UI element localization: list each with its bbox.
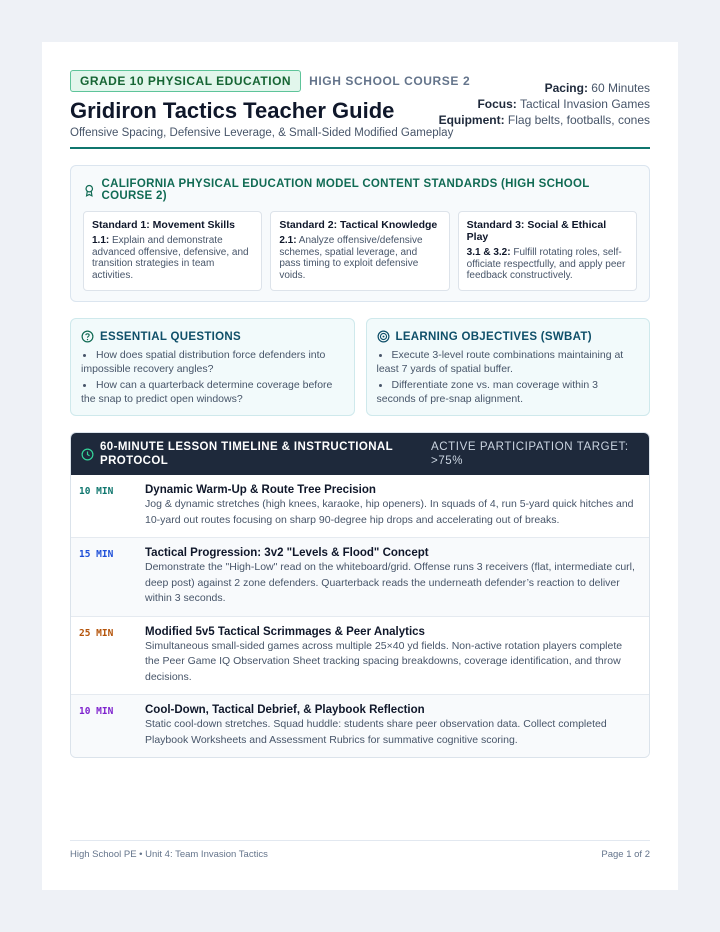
essential-questions-box (70, 318, 355, 416)
page-footer (70, 840, 650, 860)
standard-text: Explain and demonstrate advanced offensive, defensive, and transition strategies in team activities. (92, 235, 249, 281)
standard-title: Standard 1: Movement Skills (92, 219, 235, 231)
document-page (42, 42, 678, 890)
standard-code: 3.1 & 3.2: (466, 247, 511, 258)
duration-label: 10 MIN (79, 486, 114, 497)
standard-code: 1.1: (92, 235, 110, 246)
activity-name: Modified 5v5 Tactical Scrimmages & Peer Analytics (145, 625, 425, 638)
list-item: How does spatial distribution force defenders into impossible recovery angles? (81, 349, 326, 375)
meta-focus: Focus: Tactical Invasion Games (477, 97, 650, 111)
activity-name: Cool-Down, Tactical Debrief, & Playbook Reflection (145, 704, 425, 716)
list-item: Differentiate zone vs. man coverage within 3 seconds of pre-snap alignment. (376, 379, 598, 405)
standard-card-3 (458, 211, 637, 291)
timeline-row (71, 537, 649, 616)
guide-header (70, 70, 650, 149)
essential-heading: ESSENTIAL QUESTIONS (100, 330, 241, 343)
footer-unit: High School PE • Unit 4: Team Invasion Tactics (70, 849, 268, 860)
clock-icon (81, 448, 94, 461)
standard-text: Fulfill rotating roles, self-officiate respectfully, and apply peer feedback constructively. (466, 247, 626, 281)
standard-title: Standard 3: Social & Ethical Play (466, 219, 607, 243)
activity-description: Demonstrate the "High-Low" read on the whiteboard/grid. Offense runs 3 receivers (flat, intermediate curl, deep post) against 2 zone defenders. Quarterback reads the underneath defender’s reaction to deliver within 3 seconds. (145, 561, 635, 604)
duration-label: 25 MIN (79, 627, 114, 639)
activity-description: Simultaneous small-sided games across multiple 25×40 yd fields. Non-active rotation players complete the Peer Game IQ Observation Sheet tracking spacing breakdowns, coverage identification, and throw decisions. (145, 639, 623, 683)
learning-objectives-box (366, 318, 651, 416)
timeline-row (71, 475, 649, 537)
target-icon (377, 330, 390, 343)
course-label: HIGH SCHOOL COURSE 2 (309, 74, 471, 88)
duration-label: 10 MIN (79, 706, 114, 717)
standard-text: Analyze offensive/defensive schemes, spatial leverage, and pass timing to exploit defensive voids. (279, 235, 423, 281)
standard-card-2 (270, 211, 449, 291)
list-item: How can a quarterback determine coverage before the snap to predict open windows? (81, 379, 333, 405)
activity-description: Jog & dynamic stretches (high knees, karaoke, hip openers). In squads of 4, run 5-yard quick hitches and 10-yard out routes focusing on sharp 90-degree hip drops and accelerating out of breaks. (145, 498, 634, 526)
activity-name: Dynamic Warm-Up & Route Tree Precision (145, 484, 376, 496)
page-title: Gridiron Tactics Teacher Guide (70, 98, 395, 123)
participation-target: ACTIVE PARTICIPATION TARGET: >75% (431, 441, 629, 467)
lesson-meta (439, 80, 650, 128)
activity-name: Tactical Progression: 3v2 "Levels & Flood" Concept (145, 547, 429, 559)
timeline-row (71, 694, 649, 757)
page-number: Page 1 of 2 (601, 849, 650, 860)
meta-pacing: Pacing: 60 Minutes (544, 81, 650, 95)
standards-section (70, 165, 650, 302)
page-subtitle: Offensive Spacing, Defensive Leverage, & Small-Sided Modified Gameplay (70, 127, 454, 139)
activity-description: Static cool-down stretches. Squad huddle: students share peer observation data. Collect completed Playbook Worksheets and Assessment Rubrics for summative cognitive scoring. (145, 718, 607, 746)
lesson-timeline (70, 432, 650, 758)
list-item: Execute 3-level route combinations maintaining at least 7 yards of spatial buffer. (376, 349, 624, 375)
standard-title: Standard 2: Tactical Knowledge (279, 219, 438, 231)
question-circle-icon (81, 330, 94, 343)
timeline-row (71, 616, 649, 695)
standard-code: 2.1: (279, 235, 297, 246)
meta-equipment: Equipment: Flag belts, footballs, cones (438, 113, 650, 127)
grade-badge: GRADE 10 PHYSICAL EDUCATION (70, 70, 301, 92)
objectives-heading: LEARNING OBJECTIVES (SWBAT) (395, 330, 592, 343)
duration-label: 15 MIN (79, 549, 114, 560)
standard-card-1 (83, 211, 262, 291)
standards-heading: CALIFORNIA PHYSICAL EDUCATION MODEL CONTENT STANDARDS (HIGH SCHOOL COURSE 2) (101, 178, 590, 202)
award-icon (83, 184, 96, 197)
timeline-heading: 60-MINUTE LESSON TIMELINE & INSTRUCTIONAL PROTOCOL (100, 441, 393, 467)
